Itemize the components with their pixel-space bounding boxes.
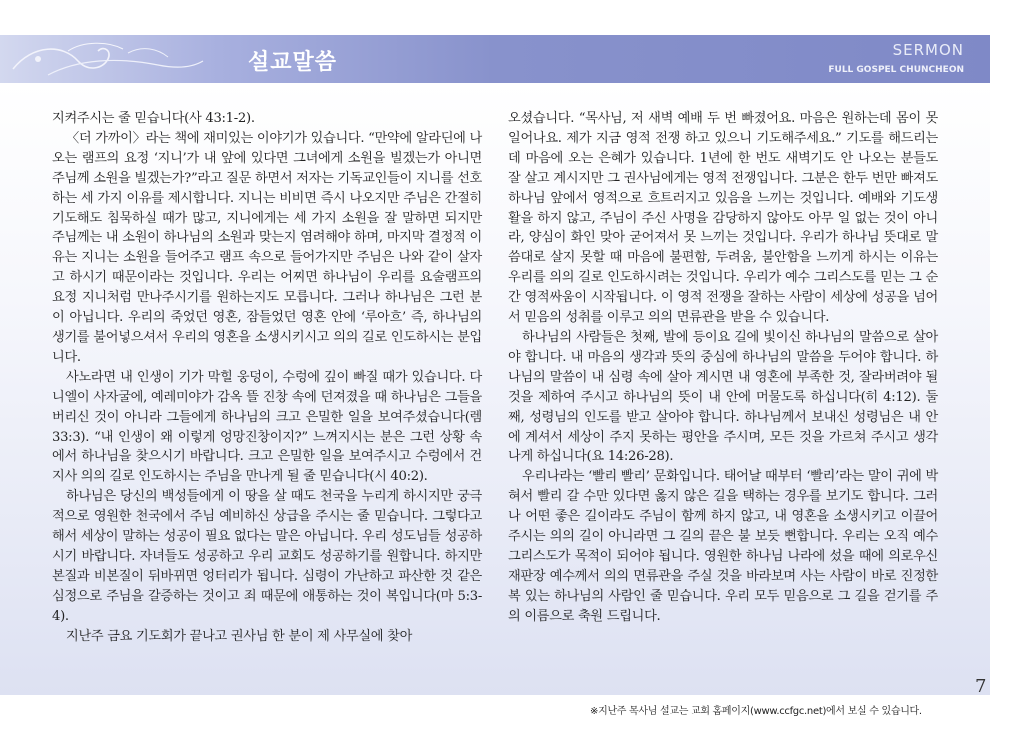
- paragraph: 하나님의 사람들은 첫째, 발에 등이요 길에 빛이신 하나님의 말씀으로 살아야 합니다. 내 마음의 생각과 뜻의 중심에 하나님의 말씀을 두어야 합니다. 하나님의 말씀이 내 심령 속에 살아 계시면 내 영혼에 부족한 것, 잘라버려야 될 것을 제하여 주시고 하나님의 뜻이 내 안에 머물도록 하십니다(히 4:12). 둘째, 성령님의 인도를 받고 살아야 합니다. 하나님께서 보내신 성령님은 내 안에 계셔서 세상이 주지 못하는 평안을 주시며, 모든 것을 가르쳐 주시고 생각나게 하십니다(요 14:26-28).: [508, 329, 938, 465]
- paragraph: 사노라면 내 인생이 기가 막힐 웅덩이, 수렁에 깊이 빠질 때가 있습니다. 다니엘이 사자굴에, 예레미야가 감옥 뜰 진창 속에 던져졌을 때 하나님은 그들을 버리신 것이 아니라 그들에게 하나님의 크고 은밀한 일을 보여주셨습니다(렘 33:3). “내 인생이 왜 이렇게 엉망진창이지?” 느껴지시는 분은 그런 상황 속에서 하나님을 찾으시기 바랍니다. 크고 은밀한 일을 보여주시고 수렁에서 건지사 의의 길로 인도하시는 주님을 만나게 될 줄 믿습니다(시 40:2).: [52, 369, 482, 485]
- paragraph: 〈더 가까이〉라는 책에 재미있는 이야기가 있습니다. “만약에 알라딘에 나오는 램프의 요정 ‘지니’가 내 앞에 있다면 그녀에게 소원을 빌겠는가 아니면 주님께 소원을 빌겠는가?”라고 질문 하면서 저자는 기독교인들이 지니를 선호하는 세 가지 이유를 제시합니다. 지니는 비비면 즉시 나오지만 주님은 간절히 기도해도 침묵하실 때가 많고, 지니에게는 세 가지 소원을 잘 말하면 되지만 주님께는 내 소원이 하나님의 소원과 맞는지 염려해야 하며, 마지막 결정적 이유는 지니는 소원을 들어주고 램프 속으로 들어가지만 주님은 나와 같이 살자고 하시기 때문이라는 것입니다. 우리는 어찌면 하나님이 우리를 요술램프의 요정 지니처럼 만나주시기를 원하는지도 모릅니다. 그러나 하나님은 그런 분이 아닙니다. 우리의 죽었던 영혼, 잠들었던 영혼 안에 ‘루아흐’ 즉, 하나님의 생기를 불어넣으셔서 우리의 영혼을 소생시키시고 의의 길로 인도하시는 분입니다.: [52, 130, 482, 365]
- paragraph: 우리나라는 ‘빨리 빨리’ 문화입니다. 태어날 때부터 ‘빨리’라는 말이 귀에 박혀서 빨리 갈 수만 있다면 옳지 않은 길을 택하는 경우를 보기도 합니다. 그러나 어떤 좋은 길이라도 주님이 함께 하지 않고, 내 영혼을 소생시키고 이끌어주시는 의의 길이 아니라면 그 길의 끝은 불 보듯 뻔합니다. 우리는 오직 예수 그리스도가 목적이 되어야 됩니다. 영원한 하나님 나라에 섰을 때에 의로우신 재판장 예수께서 의의 면류관을 주실 것을 바라보며 사는 사람이 바로 진정한 복 있는 하나님의 사람인 줄 믿습니다. 우리 모두 믿음으로 그 길을 걷기를 주의 이름으로 축원 드립니다.: [508, 469, 938, 624]
- left-column: [52, 109, 482, 646]
- footnote: ※지난주 목사님 설교는 교회 홈페이지(www.ccfgc.net)에서 보실 수 있습니다.: [590, 706, 922, 717]
- paragraph: 오셨습니다. “목사님, 저 새벽 예배 두 번 빠졌어요. 마음은 원하는데 몸이 못 일어나요. 제가 지금 영적 전쟁 하고 있으니 기도해주세요.” 기도를 해드리는데 마음에 오는 은혜가 있습니다. 1년에 한 번도 새벽기도 안 나오는 분들도 잘 살고 계시지만 그 권사님에게는 영적 전쟁입니다. 그분은 한두 번만 빠져도 하나님 앞에서 영적으로 흐트러지고 있음을 느끼는 것입니다. 예배와 기도생활을 하지 않고, 주님이 주신 사명을 감당하지 않아도 아무 일 없는 것이 아니라, 양심이 화인 맞아 굳어져서 못 느끼는 것입니다. 우리가 하나님 뜻대로 말씀대로 살지 못할 때 마음에 불편함, 두려움, 불안함을 느끼게 하시는 이유는 우리를 의의 길로 인도하시려는 것입니다. 우리가 예수 그리스도를 믿는 그 순간 영적싸움이 시작됩니다. 이 영적 전쟁을 잘하는 사람이 세상에 성공을 넘어서 믿음의 성취를 이루고 의의 면류관을 받을 수 있습니다.: [508, 111, 938, 326]
- sermon-body: [0, 83, 990, 695]
- paragraph: 지난주 금요 기도회가 끝나고 권사님 한 분이 제 사무실에 찾아: [66, 628, 413, 644]
- church-name: FULL GOSPEL CHUNCHEON: [828, 65, 964, 75]
- header-band: [0, 35, 990, 83]
- section-title: 설교말씀: [248, 50, 338, 75]
- sermon-label: SERMON: [892, 41, 964, 59]
- swirl-ornament-icon: [8, 39, 208, 81]
- page-number: 7: [975, 676, 987, 697]
- right-column: [508, 109, 938, 627]
- paragraph: 지켜주시는 줄 믿습니다(사 43:1-2).: [52, 111, 255, 126]
- paragraph: 하나님은 당신의 백성들에게 이 땅을 살 때도 천국을 누리게 하시지만 궁극적으로 영원한 천국에서 주님 예비하신 상급을 주시는 줄 믿습니다. 그렇다고 해서 세상이 말하는 성공이 필요 없다는 말은 아닙니다. 우리 성도님들 성공하시기 바랍니다. 자녀들도 성공하고 우리 교회도 성공하기를 원합니다. 하지만 본질과 비본질이 뒤바뀌면 엉터리가 됩니다. 심령이 가난하고 파산한 것 같은 심정으로 주님을 갈증하는 것이고 죄 때문에 애통하는 것이 복입니다(마 5:3-4).: [52, 489, 482, 624]
